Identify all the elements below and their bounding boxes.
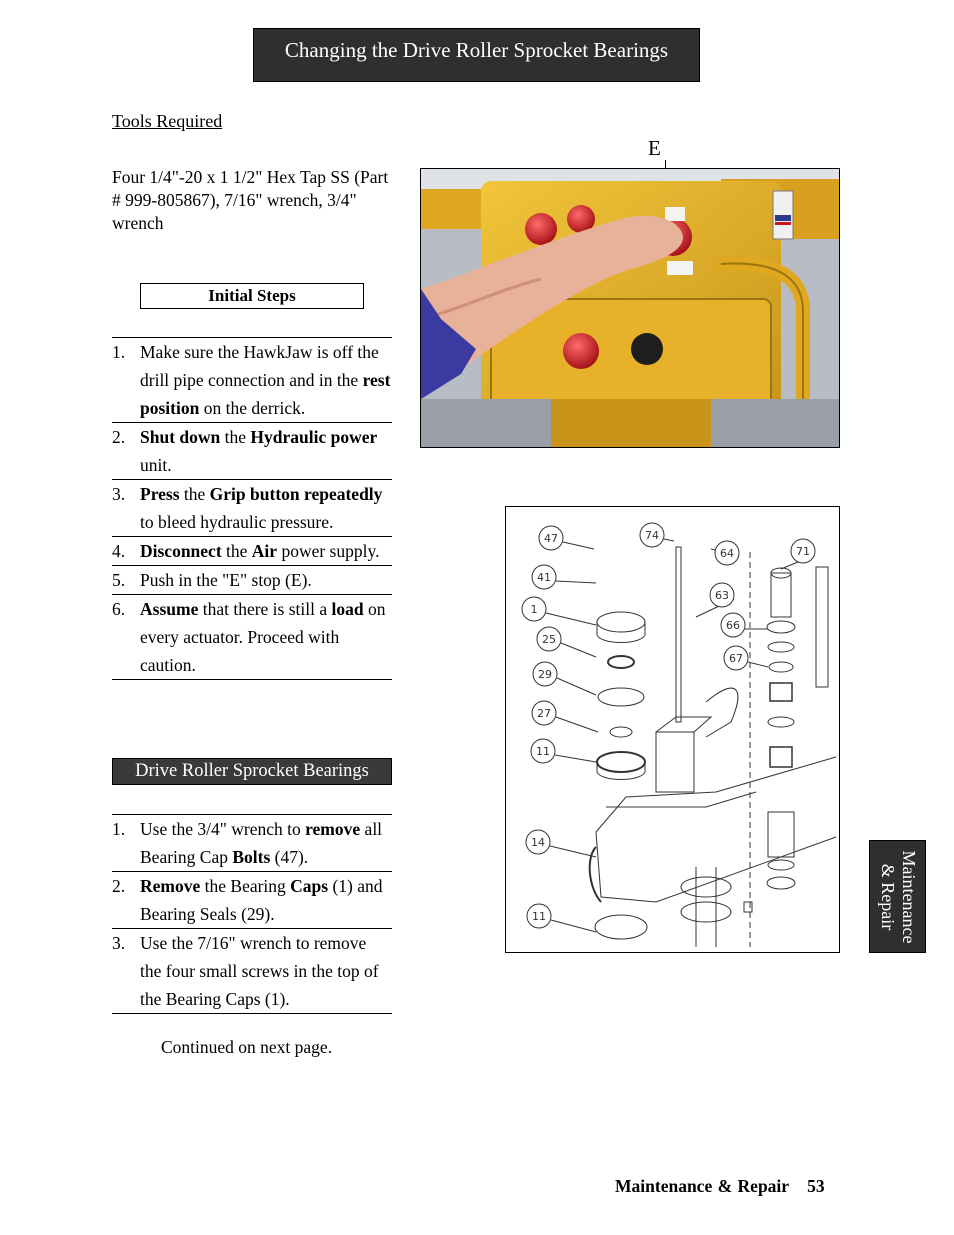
red-button-icon (525, 213, 557, 245)
tools-required-text: Four 1/4"-20 x 1 1/2" Hex Tap SS (Part # 999-805867), 7/16" wrench, 3/4" wrench (112, 167, 389, 233)
step-text: Press the Grip button repeatedly to bleed hydraulic pressure. (140, 484, 383, 532)
step-text: Remove the Bearing Caps (1) and Bearing Seals (29). (140, 876, 383, 924)
e-stop-callout-label: E (648, 136, 661, 160)
step-text: Assume that there is still a load on every actuator. Proceed with caution. (140, 599, 386, 675)
step-number: 1. (112, 819, 126, 839)
step-item (112, 815, 392, 872)
control-panel-illustration (421, 169, 840, 448)
tools-required-heading: Tools Required (112, 111, 223, 131)
part-number-label: 66 (726, 619, 740, 632)
red-button-icon (563, 333, 599, 369)
continued-note: Continued on next page. (161, 1037, 333, 1057)
leader-line (555, 755, 596, 762)
step-text: Use the 3/4" wrench to remove all Bearing Cap Bolts (47). (140, 819, 383, 867)
step-item (112, 595, 392, 680)
step-number: 3. (112, 933, 126, 953)
step-text: Push in the "E" stop (E). (140, 570, 312, 590)
leader-line (563, 542, 594, 549)
part-number-label: 29 (538, 668, 552, 681)
section-side-tab (869, 840, 926, 953)
part-number-label: 27 (537, 707, 551, 720)
exploded-parts-diagram (505, 506, 840, 953)
step-item (112, 537, 392, 566)
step-item (112, 929, 392, 1014)
side-tab-line-1: Maintenance (898, 850, 919, 943)
step-number: 1. (112, 342, 126, 362)
part-number-label: 67 (729, 652, 743, 665)
step-number: 6. (112, 599, 126, 619)
part-number-label: 47 (544, 532, 558, 545)
step-item (112, 480, 392, 537)
part-number-label: 64 (720, 547, 734, 560)
exploded-view-illustration (506, 507, 840, 953)
leader-line (561, 643, 596, 657)
part-number-label: 25 (542, 633, 556, 646)
leader-line (664, 539, 674, 541)
part-number-label: 14 (531, 836, 545, 849)
part-number-label: 71 (796, 545, 810, 558)
step-text: Shut down the Hydraulic power unit. (140, 427, 378, 475)
step-number: 2. (112, 876, 126, 896)
step-text: Make sure the HawkJaw is off the drill pipe connection and in the rest position on the derrick. (140, 342, 391, 418)
leader-line (546, 613, 596, 625)
step-text: Use the 7/16" wrench to remove the four small screws in the top of the Bearing Caps (1). (140, 933, 379, 1009)
part-number-label: 74 (645, 529, 659, 542)
page-title: Changing the Drive Roller Sprocket Bearings (253, 28, 700, 82)
step-item (112, 423, 392, 480)
step-text: Disconnect the Air power supply. (140, 541, 380, 561)
step-item (112, 566, 392, 595)
leader-line (550, 846, 596, 857)
step-number: 3. (112, 484, 126, 504)
leader-line (748, 662, 768, 667)
footer-section: Maintenance & Repair (615, 1176, 790, 1196)
part-number-label: 63 (715, 589, 729, 602)
section-steps-list (112, 814, 392, 1014)
step-item (112, 338, 392, 423)
leader-line (556, 581, 596, 583)
black-button-icon (631, 333, 663, 365)
page-footer (615, 1176, 825, 1197)
initial-steps-list (112, 337, 392, 680)
initial-steps-heading: Initial Steps (140, 283, 364, 309)
control-panel-photo (420, 168, 840, 448)
leader-line (556, 717, 598, 732)
part-number-label: 41 (537, 571, 551, 584)
step-item (112, 872, 392, 929)
side-tab-line-2: & Repair (877, 863, 898, 930)
part-number-label: 11 (536, 745, 550, 758)
page-number: 53 (807, 1176, 825, 1196)
leader-line (551, 920, 596, 932)
step-number: 2. (112, 427, 126, 447)
section-heading: Drive Roller Sprocket Bearings (112, 758, 392, 785)
step-number: 5. (112, 570, 126, 590)
part-number-label: 1 (530, 603, 538, 616)
step-number: 4. (112, 541, 126, 561)
leader-line (557, 678, 596, 695)
part-number-label: 11 (532, 910, 546, 923)
